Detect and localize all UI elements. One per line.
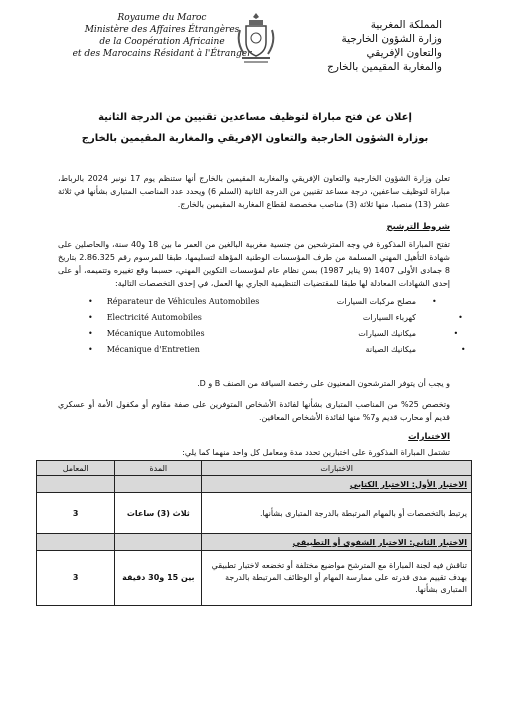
specialties-list-arabic [332,294,416,358]
header-fr-line: de la Coopération Africaine [99,37,225,47]
header-french [62,12,262,60]
header-fr-line: Ministère des Affaires Étrangères [84,25,240,35]
exams-intro: تشتمل المباراة المذكورة على اختبارين تحدد مدة ومعامل كل واحد منهما كما يلي: [182,448,450,457]
empty-cell [37,534,115,551]
header-cell-duration: المدة [115,461,202,476]
header-arabic [302,18,442,74]
written-exam-title: الاختبار الأول: الاختبار الكتابي [202,476,472,493]
table-header-row [37,461,472,476]
quota-paragraph: وتخصص 25% من المناصب المتبارى بشأنها لفائدة الأشخاص المتوفرين على صفة مقاوم أو مكفول الأمة أو عسكري قديم أو محارب قديم و7% منها لفائدة الأشخاص المعاقين. [58,400,450,422]
written-exam-duration: ثلاث (3) ساعات [115,493,202,534]
written-exam-description: يرتبط بالتخصصات أو بالمهام المرتبطة بالدرجة المتبارى بشأنها. [202,493,472,534]
oral-exam-duration: بين 15 و30 دقيقة [115,551,202,606]
specialty-ar: ميكانيك السيارات • [332,326,416,342]
announcement-title: إعلان عن فتح مباراة لتوظيف مساعدين تقنيين من الدرجة الثانية [98,112,412,123]
specialty-fr: • Electricité Automobiles [88,310,259,326]
table-row [37,551,472,606]
driving-license-requirement: و يجب أن يتوفر المترشحون المعنيون على رخصة السياقة من الصنف B و D. [197,379,450,388]
specialty-fr: • Mécanique Automobiles [88,326,259,342]
oral-exam-title: الاختبار الثاني: الاختبار الشفوي أو التطبيقي [202,534,472,551]
specialty-ar: كهرباء السيارات • [332,310,416,326]
exams-heading: الاختبارات [408,432,450,442]
oral-exam-description: تناقش فيه لجنة المباراة مع المترشح مواضيع مختلفة أو تخضعه لاختبار تطبيقي بهدف تقييم مدى قدرته على ممارسة المهام أو الوظائف المرتبطة بالدرجة المتبارى بشأنها. [202,551,472,606]
header-ar-line: والتعاون الإفريقي [366,47,442,59]
header-cell-tests: الاختبارات [202,461,472,476]
specialty-fr: • Mécanique d'Entretien [88,342,259,358]
conditions-paragraph: تفتح المباراة المذكورة في وجه المترشحين من جنسية مغربية البالغين من العمر ما بين 18 و40 سنة، والحاصلين على شهادة التأهيل المهني المسلمة من طرف المؤسسات الوطنية المؤهلة لتسليمها، طبقا للمرسوم رقم 2.86.325 بتاريخ 8 جمادى الأولى 1407 (9 يناير 1987) بسن نظام عام لمؤسسات التكوين المهني، حسبما وقع تغييره وتتميمه، أو على إحدى الشهادات المعادلة لها طبقا للمقتضيات التنظيمية الجاري بها العمل، في إحدى التخصصات التالية: [58,240,451,288]
specialty-ar: ميكانيك الصيانة • [332,342,416,358]
specialty-fr: • Réparateur de Véhicules Automobiles [88,294,259,310]
conditions-heading: شروط الترشيح [386,222,450,232]
specialties-list-french [88,294,259,358]
oral-exam-coefficient: 3 [37,551,115,606]
header-cell-coefficient: المعامل [37,461,115,476]
table-row [37,476,472,493]
written-exam-coefficient: 3 [37,493,115,534]
empty-cell [115,534,202,551]
exams-table [36,460,472,606]
ministry-title: بوزارة الشؤون الخارجية والتعاون الإفريقي والمغاربة المقيمين بالخارج [81,133,429,144]
header-ar-line: المملكة المغربية [370,19,442,31]
intro-paragraph: تعلن وزارة الشؤون الخارجية والتعاون الإفريقي والمغاربة المقيمين بالخارج أنها ستنظم يوم 17 نونبر 2024 بالرباط، مباراة لتوظيف ساعفين، درجة مساعد تقنيين من الدرجة الثانية (السلم 6) ويحدد عدد المناصب المتبارى بشأنها في ثلاثة عشر (13) منصبا، منها ثلاثة (3) مناصب مخصصة لقطاع المغاربة المقيمين بالخارج. [58,174,451,209]
empty-cell [115,476,202,493]
table-row [37,534,472,551]
header-ar-line: وزارة الشؤون الخارجية [341,33,442,45]
header-fr-line: Royaume du Maroc [117,13,207,23]
table-row [37,493,472,534]
empty-cell [37,476,115,493]
header-fr-line: et des Marocains Résidant à l'Étranger [72,49,252,59]
coat-of-arms-emblem [234,10,278,66]
header-ar-line: والمغاربة المقيمين بالخارج [327,61,442,73]
specialty-ar: مصلح مركبات السيارات • [332,294,416,310]
